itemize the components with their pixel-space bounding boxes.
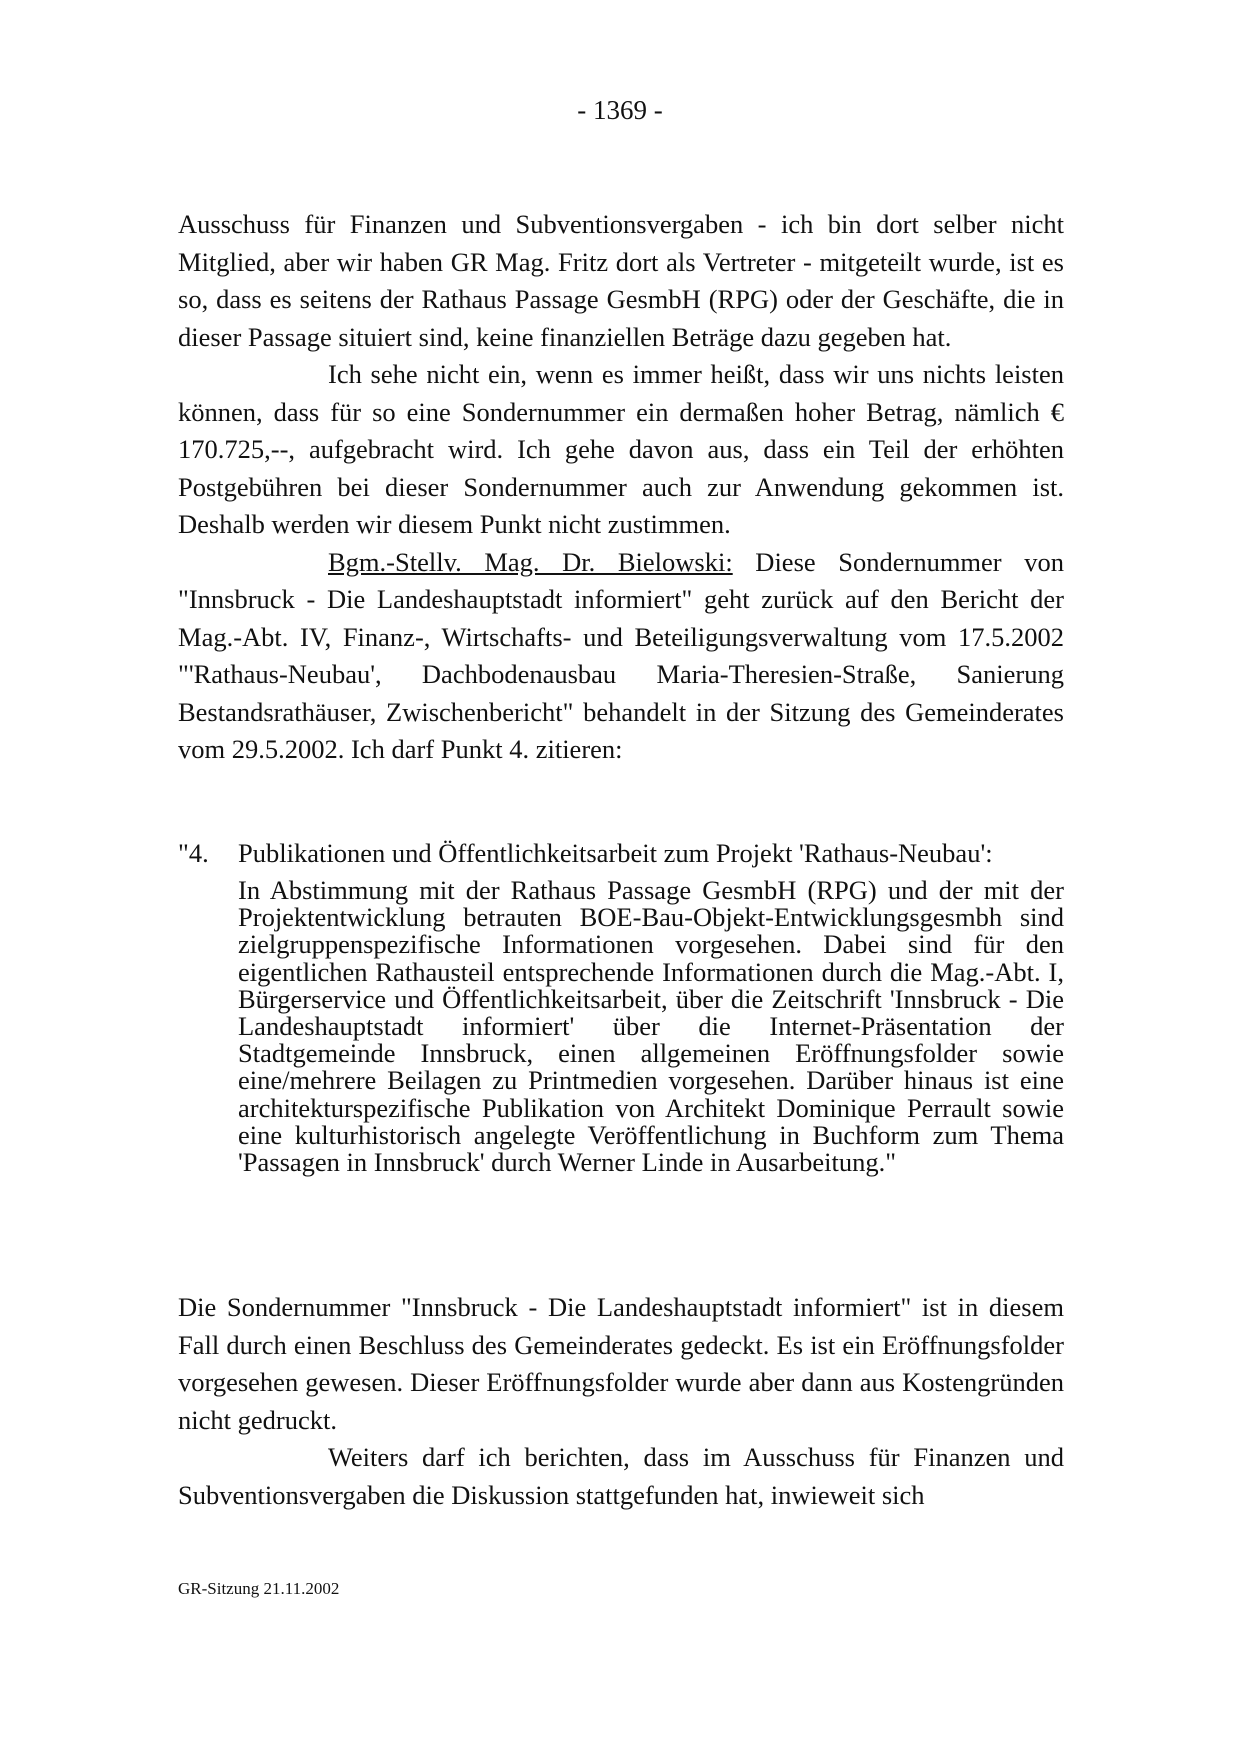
text-block-bottom — [178, 1289, 1064, 1514]
speaker-name: Bgm.-Stellv. Mag. Dr. Bielowski: — [328, 546, 733, 577]
paragraph-resolution: Die Sondernummer "Innsbruck - Die Landeshauptstadt informiert" ist in diesem Fall durch einen Beschluss des Gemeinderates gedeckt. Es ist ein Eröffnungsfolder vorgesehen gewesen. Dieser Eröffnungsfolder wurde aber dann aus Kostengründen nicht gedruckt. — [178, 1292, 1064, 1435]
text-block-top — [178, 206, 1064, 769]
page-number: - 1369 - — [577, 95, 663, 125]
quote-title: Publikationen und Öffentlichkeitsarbeit zum Projekt 'Rathaus-Neubau': — [238, 838, 993, 868]
paragraph-continuation: Ausschuss für Finanzen und Subventionsvergaben - ich bin dort selber nicht Mitglied, aber wir haben GR Mag. Fritz dort als Vertreter - mitgeteilt wurde, ist es so, dass es seitens der Rathaus Passage GesmbH (RPG) oder der Geschäfte, die in dieser Passage situiert sind, keine finanziellen Beträge dazu gegeben hat. — [178, 209, 1064, 352]
footer-session-date: GR-Sitzung 21.11.2002 — [178, 1579, 340, 1598]
quote-body: In Abstimmung mit der Rathaus Passage GesmbH (RPG) und der mit der Projektentwicklung betrauten BOE-Bau-Objekt-Entwicklungsgesmbh sind zielgruppenspezifische Informationen vorgesehen. Dabei sind für den eigentlichen Rathausteil entsprechende Informationen durch die Mag.-Abt. I, Bürgerservice und Öffentlichkeitsarbeit, über die Zeitschrift 'Innsbruck - Die Landeshauptstadt informiert' über die Internet-Präsentation der Stadtgemeinde Innsbruck, einen allgemeinen Eröffnungsfolder sowie eine/mehrere Beilagen zu Printmedien vorgesehen. Darüber hinaus ist eine architekturspezifische Publikation von Architekt Dominique Perrault sowie eine kulturhistorisch angelegte Veröffentlichung in Buchform zum Thema 'Passagen in Innsbruck' durch Werner Linde in Ausarbeitung." — [238, 875, 1064, 1178]
speech-text: Diese Sondernummer von "Innsbruck - Die Landeshauptstadt informiert" geht zurück auf den Bericht der Mag.-Abt. IV, Finanz-, Wirtschafts- und Beteiligungsverwaltung vom 17.5.2002 "'Rathaus-Neubau', Dachbodenausbau Maria-Theresien-Straße, Sanierung Bestandsrathäuser, Zwischenbericht" behandelt in der Sitzung des Gemeinderates vom 29.5.2002. Ich darf Punkt 4. zitieren: — [178, 546, 1064, 764]
quoted-item — [178, 840, 1064, 1176]
paragraph-report: Weiters darf ich berichten, dass im Ausschuss für Finanzen und Subventionsvergaben die Diskussion stattgefunden hat, inwieweit sich — [178, 1442, 1064, 1510]
quote-heading — [178, 840, 1064, 867]
quote-number: "4. — [178, 838, 209, 868]
paragraph-objection: Ich sehe nicht ein, wenn es immer heißt, dass wir uns nichts leisten können, dass für so eine Sondernummer ein dermaßen hoher Betrag, nämlich € 170.725,--, aufgebracht wird. Ich gehe davon aus, dass ein Teil der erhöhten Postgebühren bei dieser Sondernummer auch zur Anwendung gekommen ist. Deshalb werden wir diesem Punkt nicht zustimmen. — [178, 359, 1064, 539]
paragraph-speech — [178, 544, 1064, 769]
